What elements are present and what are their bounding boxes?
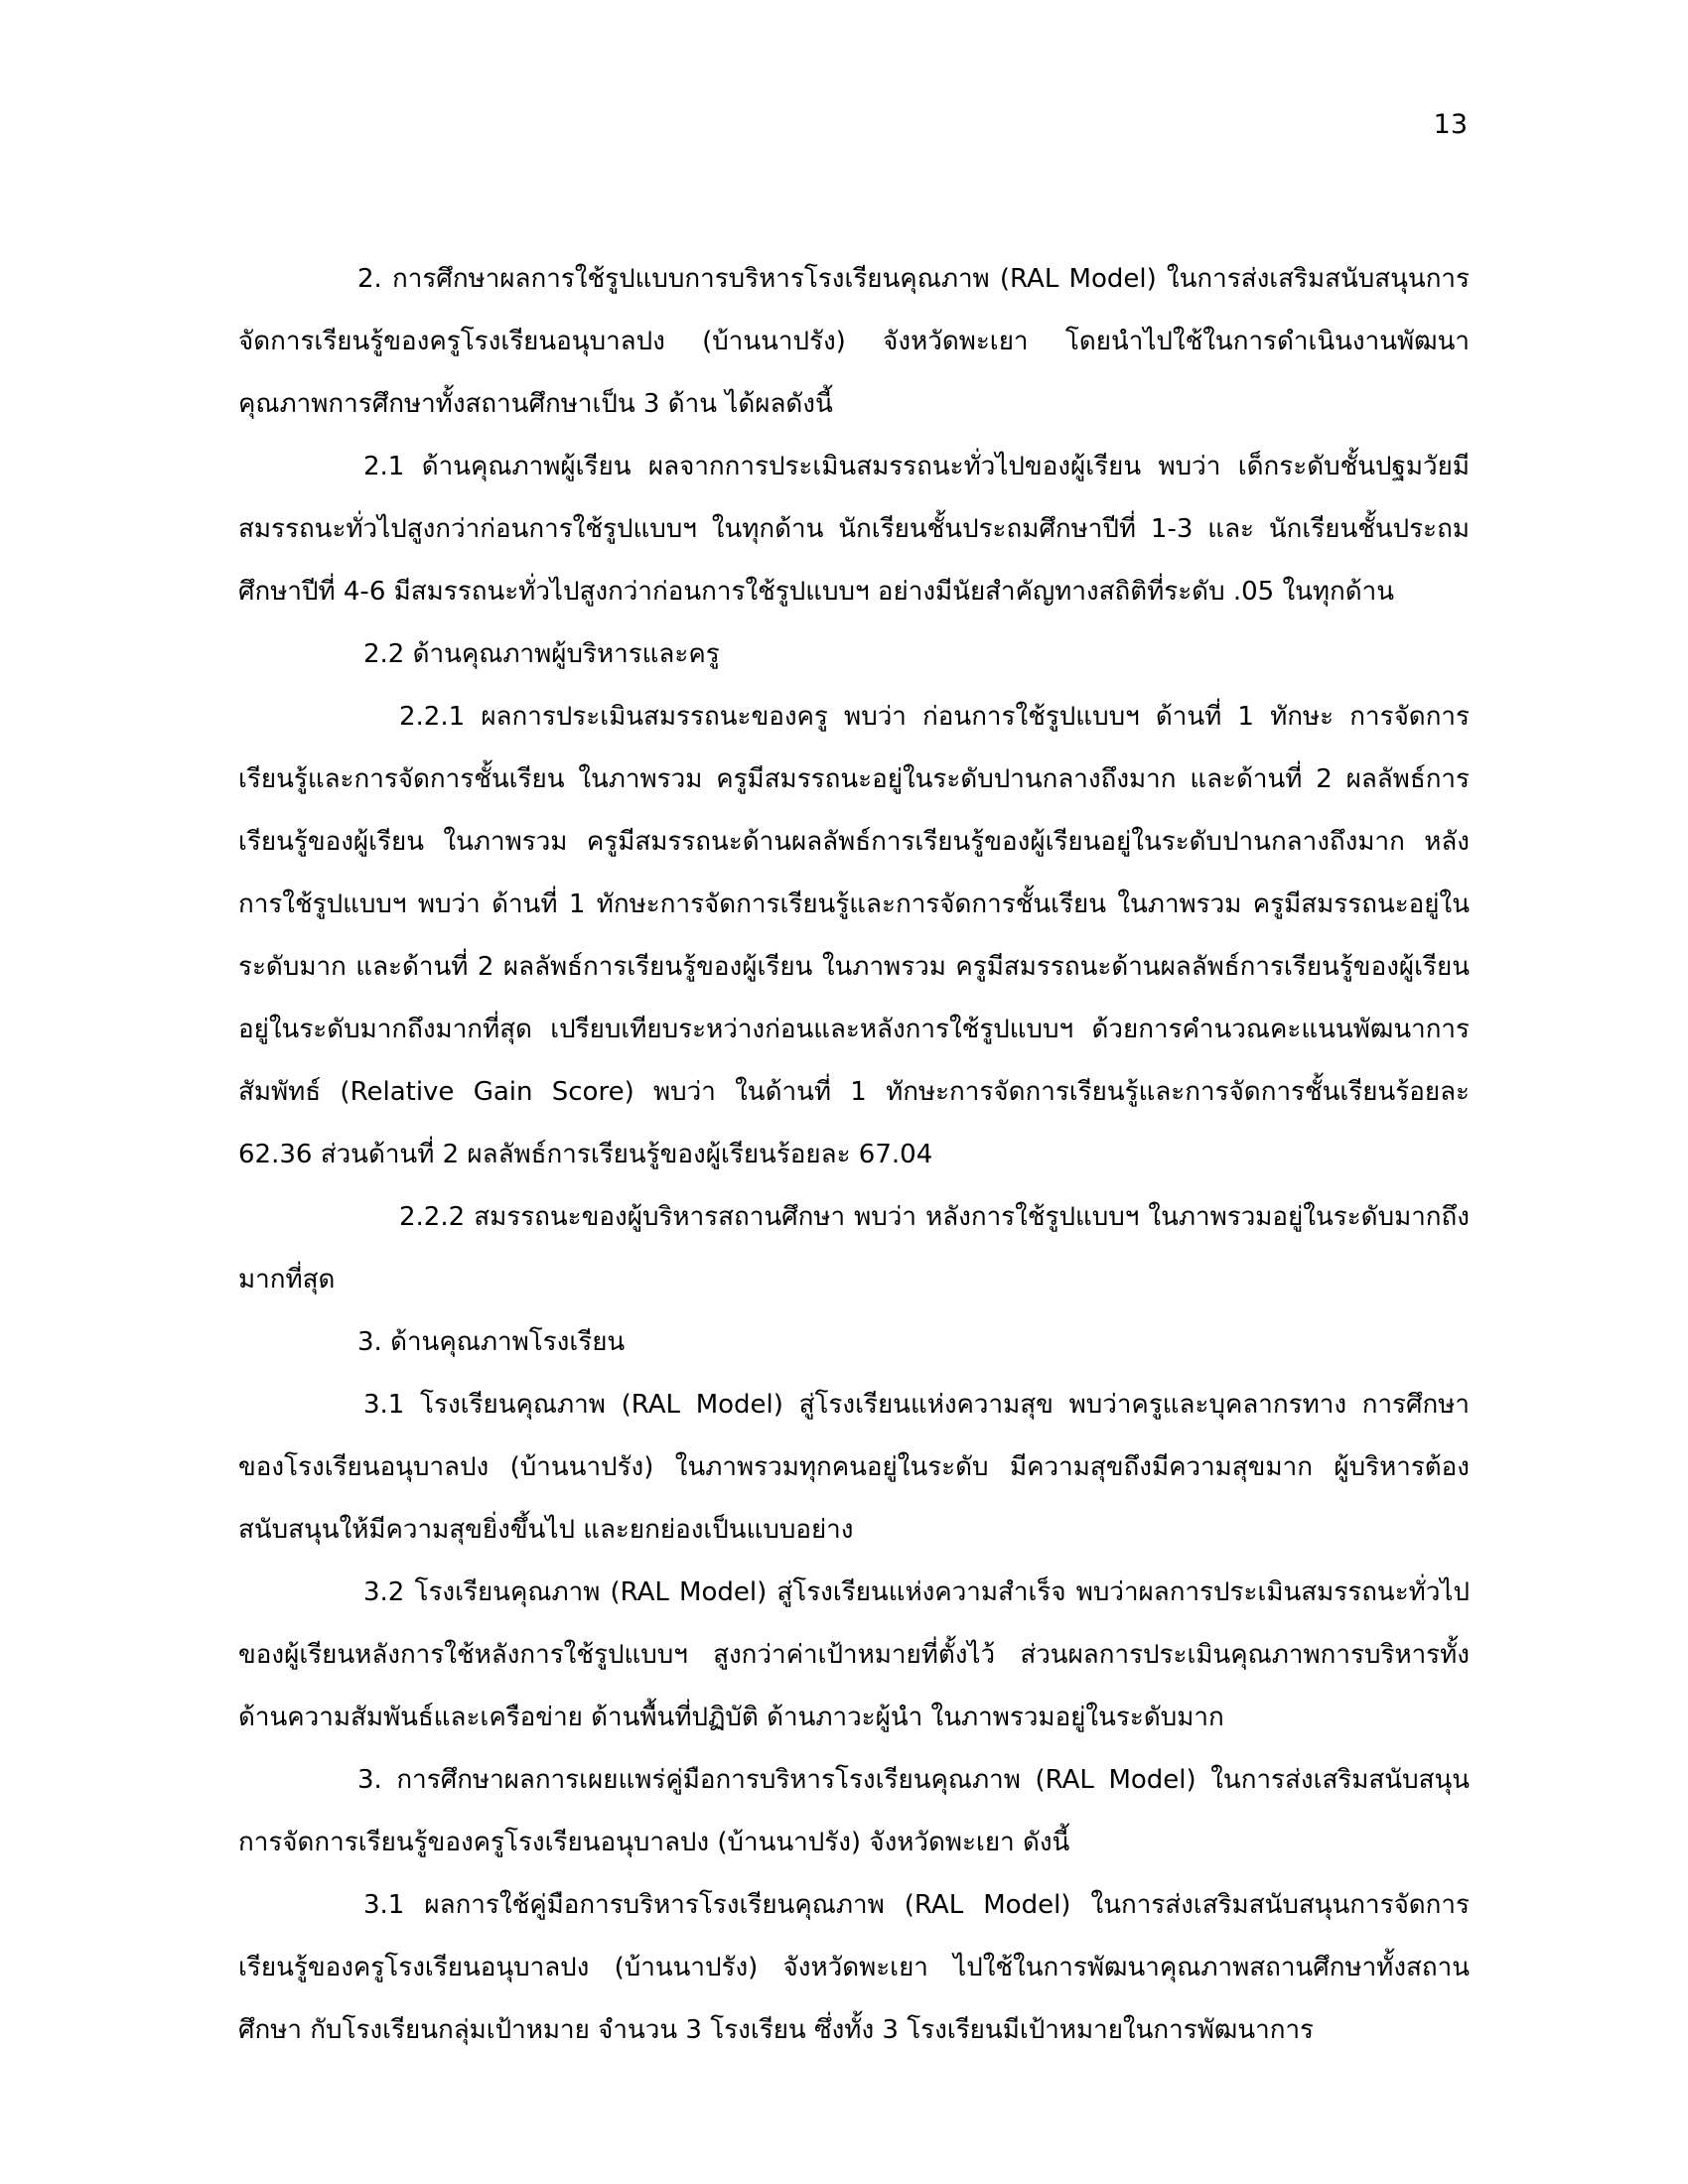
paragraph-3-1-manual-use-results: 3.1 ผลการใช้คู่มือการบริหารโรงเรียนคุณภาพ (RAL Model) ในการส่งเสริมสนับสนุนการจัดการเรียนรู้ของครูโรงเรียนอนุบาลปง (บ้านนาปรัง) จังหวัดพะเยา ไปใช้ในการพัฒนาคุณภาพสถานศึกษาทั้งสถานศึกษา กับโรงเรียนกลุ่มเป้าหมาย จำนวน 3 โรงเรียน ซึ่งทั้ง 3 โรงเรียนมีเป้าหมายในการพัฒนาการ (238, 1890, 1470, 2045)
paragraph-2-1-student-quality: 2.1 ด้านคุณภาพผู้เรียน ผลจากการประเมินสมรรถนะทั่วไปของผู้เรียน พบว่า เด็กระดับชั้นปฐมวัยมีสมรรถนะทั่วไปสูงกว่าก่อนการใช้รูปแบบฯ ในทุกด้าน นักเรียนชั้นประถมศึกษาปีที่ 1-3 และ นักเรียนชั้นประถมศึกษาปีที่ 4-6 มีสมรรถนะทั่วไปสูงกว่าก่อนการใช้รูปแบบฯ อย่างมีนัยสำคัญทางสถิติที่ระดับ .05 ในทุกด้าน (238, 452, 1470, 607)
paragraph-3-manual-dissemination: 3. การศึกษาผลการเผยแพร่คู่มือการบริหารโรงเรียนคุณภาพ (RAL Model) ในการส่งเสริมสนับสนุนการจัดการเรียนรู้ของครูโรงเรียนอนุบาลปง (บ้านนาปรัง) จังหวัดพะเยา ดังนี้ (238, 1765, 1470, 1857)
paragraph-2-study-results: 2. การศึกษาผลการใช้รูปแบบการบริหารโรงเรียนคุณภาพ (RAL Model) ในการส่งเสริมสนับสนุนการจัดการเรียนรู้ของครูโรงเรียนอนุบาลปง (บ้านนาปรัง) จังหวัดพะเยา โดยนำไปใช้ในการดำเนินงานพัฒนาคุณภาพการศึกษาทั้งสถานศึกษาเป็น 3 ด้าน ได้ผลดังนี้ (238, 264, 1470, 419)
paragraph-2-2-1-teacher-competency: 2.2.1 ผลการประเมินสมรรถนะของครู พบว่า ก่อนการใช้รูปแบบฯ ด้านที่ 1 ทักษะ การจัดการเรียนรู้และการจัดการชั้นเรียน ในภาพรวม ครูมีสมรรถนะอยู่ในระดับปานกลางถึงมาก และด้านที่ 2 ผลลัพธ์การเรียนรู้ของผู้เรียน ในภาพรวม ครูมีสมรรถนะด้านผลลัพธ์การเรียนรู้ของผู้เรียนอยู่ในระดับปานกลางถึงมาก หลังการใช้รูปแบบฯ พบว่า ด้านที่ 1 ทักษะการจัดการเรียนรู้และการจัดการชั้นเรียน ในภาพรวม ครูมีสมรรถนะอยู่ในระดับมาก และด้านที่ 2 ผลลัพธ์การเรียนรู้ของผู้เรียน ในภาพรวม ครูมีสมรรถนะด้านผลลัพธ์การเรียนรู้ของผู้เรียนอยู่ในระดับมากถึงมากที่สุด เปรียบเทียบระหว่างก่อนและหลังการใช้รูปแบบฯ ด้วยการคำนวณคะแนนพัฒนาการสัมพัทธ์ (Relative Gain Score) พบว่า ในด้านที่ 1 ทักษะการจัดการเรียนรู้และการจัดการชั้นเรียนร้อยละ 62.36 ส่วนด้านที่ 2 ผลลัพธ์การเรียนรู้ของผู้เรียนร้อยละ 67.04 (238, 702, 1470, 1169)
paragraph-3-2-successful-school: 3.2 โรงเรียนคุณภาพ (RAL Model) สู่โรงเรียนแห่งความสำเร็จ พบว่าผลการประเมินสมรรถนะทั่วไปของผู้เรียนหลังการใช้หลังการใช้รูปแบบฯ สูงกว่าค่าเป้าหมายที่ตั้งไว้ ส่วนผลการประเมินคุณภาพการบริหารทั้งด้านความสัมพันธ์และเครือข่าย ด้านพื้นที่ปฏิบัติ ด้านภาวะผู้นำ ในภาพรวมอยู่ในระดับมาก (238, 1577, 1470, 1732)
heading-3-school-quality: 3. ด้านคุณภาพโรงเรียน (357, 1327, 626, 1357)
page-number: 13 (1433, 109, 1468, 140)
paragraph-3-1-happy-school: 3.1 โรงเรียนคุณภาพ (RAL Model) สู่โรงเรียนแห่งความสุข พบว่าครูและบุคลากรทาง การศึกษาของโรงเรียนอนุบาลปง (บ้านนาปรัง) ในภาพรวมทุกคนอยู่ในระดับ มีความสุขถึงมีความสุขมาก ผู้บริหารต้องสนับสนุนให้มีความสุขยิ่งขึ้นไป และยกย่องเป็นแบบอย่าง (238, 1390, 1470, 1545)
heading-2-2-admin-teacher-quality: 2.2 ด้านคุณภาพผู้บริหารและครู (363, 639, 720, 669)
paragraph-2-2-2-admin-competency: 2.2.2 สมรรถนะของผู้บริหารสถานศึกษา พบว่า หลังการใช้รูปแบบฯ ในภาพรวมอยู่ในระดับมากถึงมากที่สุด (238, 1202, 1470, 1295)
document-body (238, 248, 1470, 2062)
